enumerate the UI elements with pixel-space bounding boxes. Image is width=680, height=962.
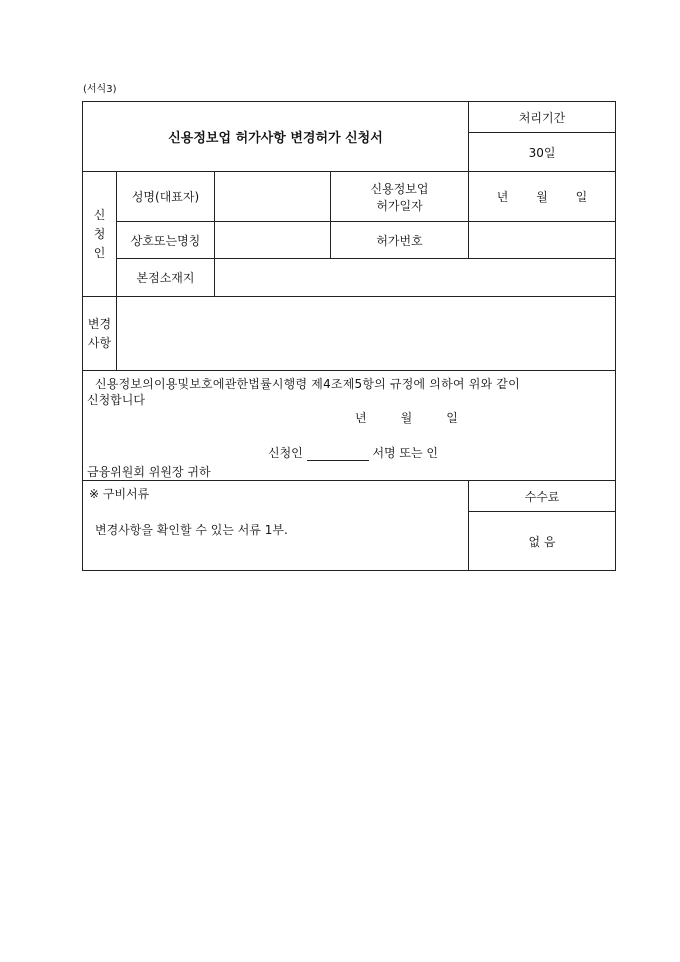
name-label: 성명(대표자)	[117, 172, 215, 222]
trade-name-field[interactable]	[215, 222, 331, 259]
required-documents-item: 변경사항을 확인할 수 있는 서류 1부.	[95, 523, 288, 537]
license-date-field[interactable]: 년 월 일	[469, 172, 616, 222]
application-form	[82, 101, 616, 571]
change-details-label: 변경 사항	[83, 297, 117, 371]
fee-label: 수수료	[469, 481, 616, 512]
license-date-label: 신용정보업 허가일자	[331, 172, 469, 222]
signature-blank[interactable]	[307, 448, 369, 461]
form-title: 신용정보업 허가사항 변경허가 신청서	[83, 102, 469, 172]
declaration-block	[83, 371, 616, 481]
name-field[interactable]	[215, 172, 331, 222]
recipient: 금융위원회 위원장 귀하	[87, 464, 211, 479]
signature-line[interactable]: 신청인 서명 또는 인	[268, 445, 439, 460]
license-number-field[interactable]	[469, 222, 616, 259]
processing-period-value: 30일	[469, 133, 616, 172]
license-number-label: 허가번호	[331, 222, 469, 259]
fee-value: 없 음	[469, 512, 616, 571]
required-documents	[83, 481, 469, 571]
form-number: (서식3)	[83, 84, 117, 95]
declaration-text-end: 신청합니다	[87, 392, 145, 407]
applicant-section-label: 신 청 인	[83, 172, 117, 297]
head-office-label: 본점소재지	[117, 259, 215, 297]
trade-name-label: 상호또는명칭	[117, 222, 215, 259]
required-documents-header: ※ 구비서류	[89, 487, 150, 501]
processing-period-label: 처리기간	[469, 102, 616, 133]
head-office-field[interactable]	[215, 259, 616, 297]
declaration-text: 신용정보의이용및보호에관한법률시행령 제4조제5항의 규정에 의하여 위와 같이	[95, 376, 520, 391]
declaration-date[interactable]: 년 월 일	[355, 410, 458, 425]
change-details-field[interactable]	[117, 297, 616, 371]
